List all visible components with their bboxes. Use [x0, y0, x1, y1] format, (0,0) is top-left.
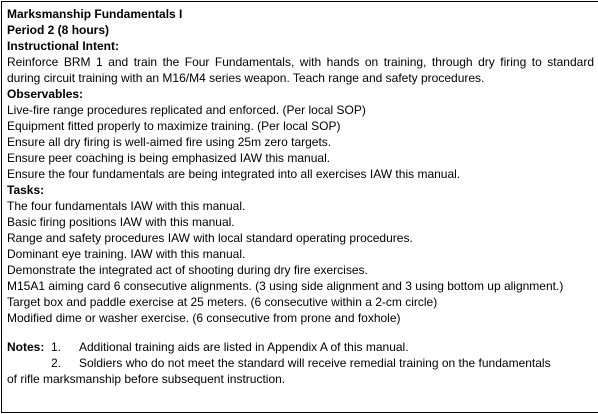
- note-1: [7, 339, 594, 355]
- task-item: Range and safety procedures IAW with local standard operating procedures.: [7, 231, 413, 245]
- observable-item: Ensure all dry firing is well-aimed fire using 25m zero targets.: [7, 135, 332, 149]
- observables-heading: Observables:: [7, 87, 84, 101]
- observable-item: Equipment fitted properly to maximize training. (Per local SOP): [7, 119, 341, 133]
- task-item: Demonstrate the integrated act of shooting during dry fire exercises.: [7, 263, 368, 277]
- note-2: [7, 355, 594, 371]
- note-number: 2.: [51, 356, 62, 370]
- observable-item: Ensure peer coaching is being emphasized IAW this manual.: [7, 151, 331, 165]
- tasks-heading: Tasks:: [7, 183, 45, 197]
- lesson-period: Period 2 (8 hours): [7, 23, 110, 37]
- note-text: Soldiers who do not meet the standard will receive remedial training on the fundamentals: [79, 356, 551, 370]
- task-item: M15A1 aiming card 6 consecutive alignments. (3 using side alignment and 3 using bottom up alignment.): [7, 279, 564, 293]
- task-item: Basic firing positions IAW with this manual.: [7, 215, 235, 229]
- observable-item: Ensure the four fundamentals are being integrated into all exercises IAW this manual.: [7, 167, 461, 181]
- task-item: Target box and paddle exercise at 25 meters. (6 consecutive within a 2-cm circle): [7, 295, 438, 309]
- notes-label: Notes:: [7, 340, 45, 354]
- spacer: [7, 326, 594, 339]
- intent-text: Reinforce BRM 1 and train the Four Fundamentals, with hands on training, through dry firing to standard during circuit training with an M16/M4 series weapon. Teach range and safety procedures.: [7, 55, 594, 85]
- task-item: Dominant eye training. IAW with this manual.: [7, 247, 246, 261]
- intent-heading: Instructional Intent:: [7, 39, 119, 53]
- note-text: Additional training aids are listed in Appendix A of this manual.: [79, 340, 409, 354]
- task-item: Modified dime or washer exercise. (6 consecutive from prone and foxhole): [7, 311, 401, 325]
- note-number: 1.: [51, 340, 62, 354]
- task-item: The four fundamentals IAW with this manual.: [7, 199, 246, 213]
- lesson-title: Marksmanship Fundamentals I: [7, 7, 183, 21]
- note-2-continued: of rifle marksmanship before subsequent instruction.: [7, 372, 286, 386]
- observable-item: Live-fire range procedures replicated and enforced. (Per local SOP): [7, 103, 366, 117]
- lesson-outline-box: [1, 1, 598, 413]
